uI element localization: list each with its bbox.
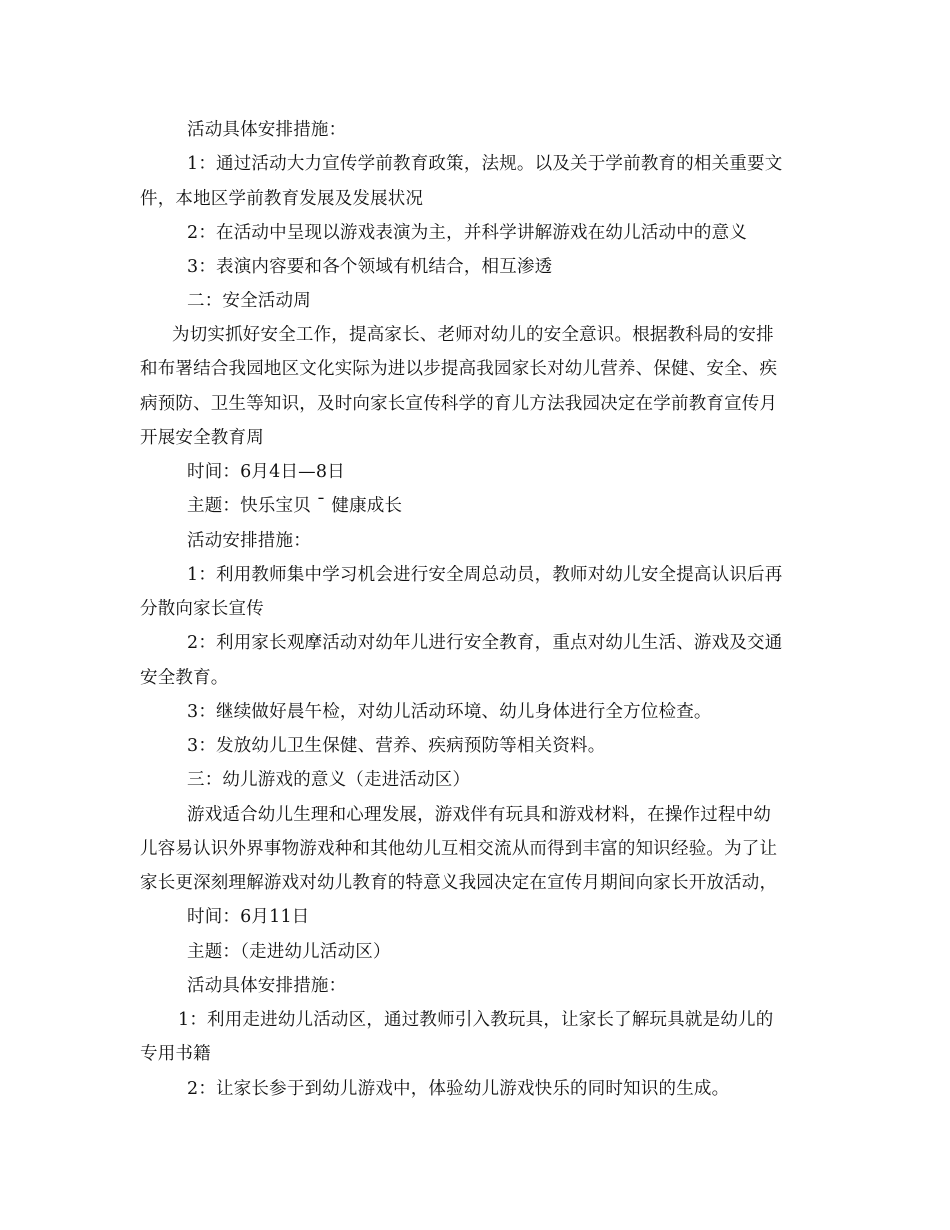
text-line: 3：表演内容要和各个领域有机结合，相互渗透	[187, 257, 553, 277]
text-line: 主题：（走进幼儿活动区）	[187, 942, 391, 962]
text-line: 活动安排措施：	[187, 531, 311, 551]
text-line: 和布署结合我园地区文化实际为进以步提高我园家长对幼儿营养、保健、安全、疾	[140, 359, 778, 379]
text-line: 病预防、卫生等知识，及时向家长宣传科学的育儿方法我园决定在学前教育宣传月	[140, 394, 778, 414]
text-line: 1：通过活动大力宣传学前教育政策，法规。以及关于学前教育的相关重要文	[187, 154, 783, 174]
text-line: 3：继续做好晨午检，对幼儿活动环境、幼儿身体进行全方位检查。	[187, 702, 712, 722]
text-line: 家长更深刻理解游戏对幼儿教育的特意义我园决定在宣传月期间向家长开放活动，	[140, 873, 778, 893]
text-line: 主题：快乐宝贝 ¯ 健康成长	[187, 496, 403, 516]
text-line: 3：发放幼儿卫生保健、营养、疾病预防等相关资料。	[187, 736, 606, 756]
text-line: 分散向家长宣传	[140, 599, 264, 619]
text-line: 专用书籍	[140, 1044, 211, 1064]
text-line: 1：利用走进幼儿活动区，通过教师引入教玩具，让家长了解玩具就是幼儿的	[178, 1010, 774, 1030]
text-line: 2：在活动中呈现以游戏表演为主，并科学讲解游戏在幼儿活动中的意义	[187, 223, 748, 243]
text-line: 2：利用家长观摩活动对幼年儿进行安全教育，重点对幼儿生活、游戏及交通	[187, 633, 783, 653]
section-heading: 三：幼儿游戏的意义（走进活动区）	[187, 770, 471, 790]
text-line: 开展安全教育周	[140, 428, 264, 448]
text-line: 时间：6月4日—8日	[187, 462, 345, 482]
text-line: 安全教育。	[140, 668, 229, 688]
text-line: 活动具体安排措施：	[187, 120, 347, 140]
text-line: 活动具体安排措施：	[187, 976, 347, 996]
text-line: 2：让家长参于到幼儿游戏中，体验幼儿游戏快乐的同时知识的生成。	[187, 1079, 730, 1099]
text-line: 时间：6月11日	[187, 907, 310, 927]
text-line: 为切实抓好安全工作，提高家长、老师对幼儿的安全意识。根据教科局的安排	[172, 325, 774, 345]
text-line: 儿容易认识外界事物游戏种和其他幼儿互相交流从而得到丰富的知识经验。为了让	[140, 839, 778, 859]
section-heading: 二：安全活动周	[187, 291, 311, 311]
text-line: 游戏适合幼儿生理和心理发展，游戏伴有玩具和游戏材料，在操作过程中幼	[187, 805, 772, 825]
text-line: 1：利用教师集中学习机会进行安全周总动员，教师对幼儿安全提高认识后再	[187, 565, 783, 585]
text-line: 件，本地区学前教育发展及发展状况	[140, 189, 424, 209]
